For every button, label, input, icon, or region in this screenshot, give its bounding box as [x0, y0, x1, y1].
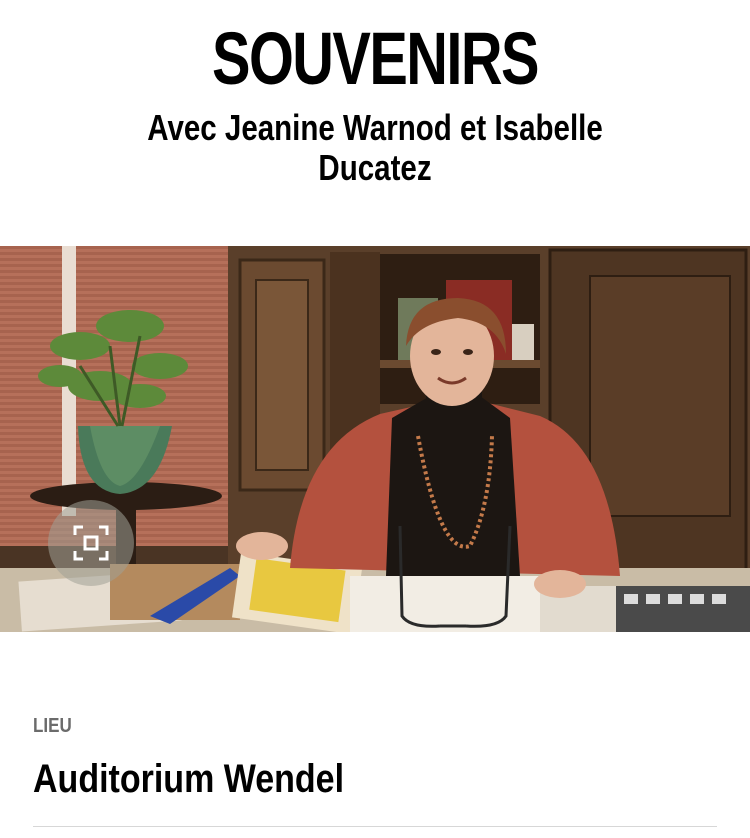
- page-title: SOUVENIRS: [212, 17, 538, 100]
- fullscreen-button[interactable]: [48, 500, 134, 586]
- place-label: LIEU: [33, 715, 72, 737]
- divider: [33, 826, 717, 827]
- page-subtitle-text: Avec Jeanine Warnod et Isabelle Ducatez: [147, 107, 603, 188]
- place-value: Auditorium Wendel: [33, 757, 345, 801]
- page-subtitle: [40, 108, 710, 188]
- fullscreen-icon: [73, 525, 109, 561]
